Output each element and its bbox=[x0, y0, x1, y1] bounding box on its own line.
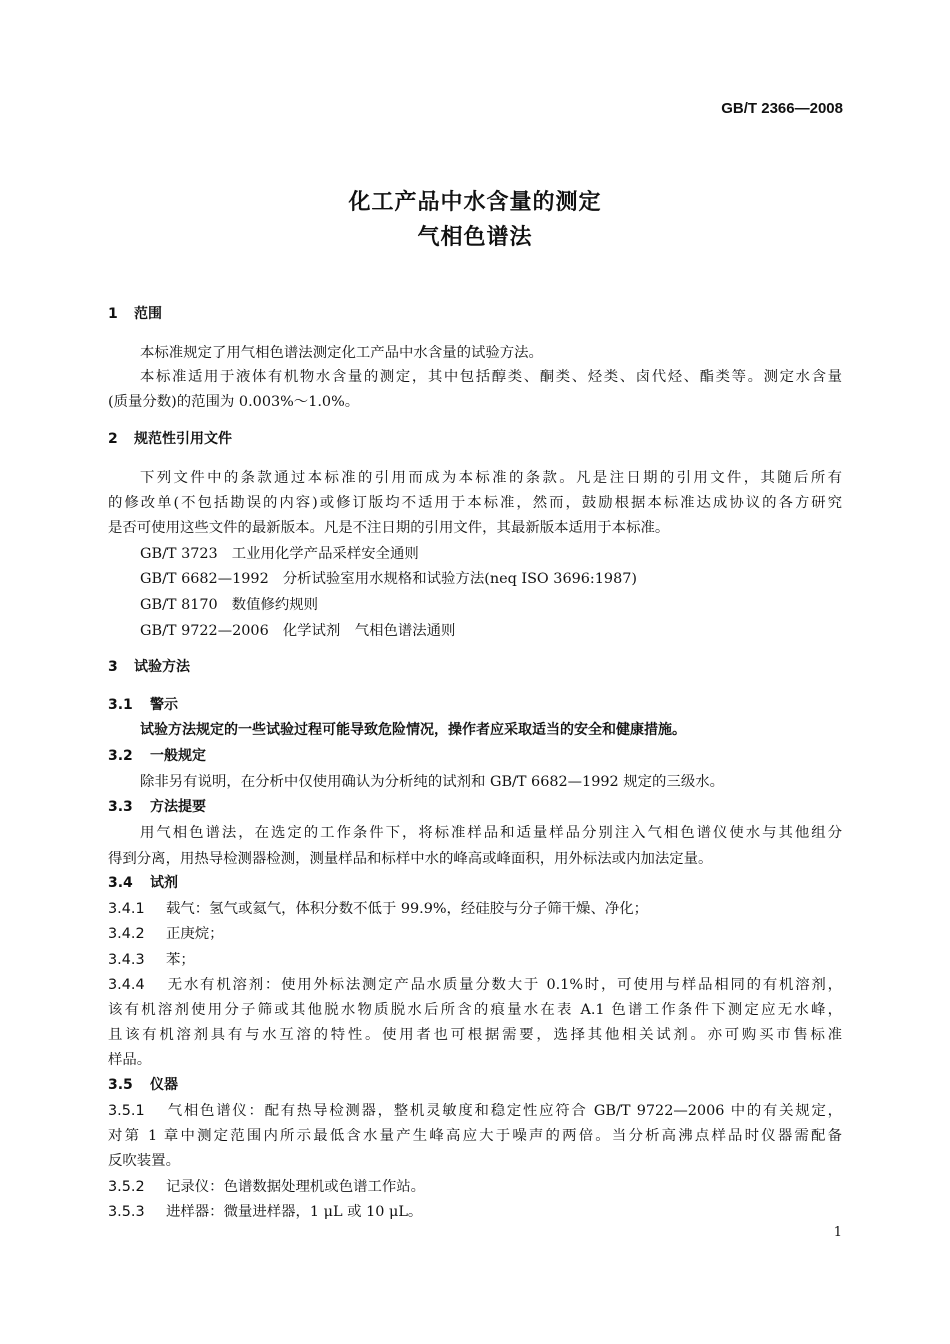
section-number: 3 bbox=[108, 659, 118, 675]
reference-title: 化学试剂 气相色谱法通则 bbox=[282, 623, 456, 639]
s1-paragraph-1: 本标准规定了用气相色谱法测定化工产品中水含量的试验方法。 bbox=[140, 345, 543, 361]
item-number: 3.5.1 bbox=[108, 1103, 145, 1119]
section-2-heading bbox=[108, 428, 232, 448]
s2-paragraph-line3: 是否可使用这些文件的最新版本。凡是不注日期的引用文件，其最新版本适用于本标准。 bbox=[108, 520, 670, 536]
item-number: 3.5.2 bbox=[108, 1179, 145, 1195]
subsection-title: 试剂 bbox=[150, 875, 178, 891]
subsection-3-5-heading bbox=[108, 1074, 178, 1094]
reagent-item bbox=[108, 897, 648, 918]
section-title: 范围 bbox=[134, 306, 162, 322]
instrument-item-line2: 对第 1 章中测定范围内所示最低含水量产生峰高应大于噪声的两倍。当分析高沸点样品时仪器需配备 bbox=[108, 1128, 842, 1144]
instrument-item bbox=[108, 1099, 842, 1120]
reagent-item bbox=[108, 922, 224, 943]
reagent-item-line3: 且该有机溶剂具有与水互溶的特性。使用者也可根据需要，选择其他相关试剂。亦可购买市售标准 bbox=[108, 1027, 842, 1043]
reagent-item-line4: 样品。 bbox=[108, 1052, 152, 1068]
reference-title: 数值修约规则 bbox=[231, 597, 319, 613]
reference-title: 工业用化学产品采样安全通则 bbox=[231, 546, 419, 562]
subsection-title: 一般规定 bbox=[150, 748, 206, 764]
section-3-heading bbox=[108, 656, 190, 676]
subsection-title: 方法提要 bbox=[150, 799, 206, 815]
reagent-item bbox=[108, 948, 195, 969]
item-number: 3.4.2 bbox=[108, 926, 145, 942]
reference-item bbox=[140, 542, 419, 563]
subsection-number: 3.4 bbox=[108, 875, 133, 891]
warning-text: 试验方法规定的一些试验过程可能导致危险情况，操作者应采取适当的安全和健康措施。 bbox=[140, 722, 686, 738]
reference-item bbox=[140, 567, 637, 588]
reference-item bbox=[140, 619, 455, 640]
subsection-number: 3.3 bbox=[108, 799, 133, 815]
item-text: 载气：氢气或氦气，体积分数不低于 99.9%，经硅胶与分子筛干燥、净化； bbox=[166, 901, 649, 917]
item-text: 进样器：微量进样器，1 μL 或 10 μL。 bbox=[166, 1204, 423, 1220]
reference-code: GB/T 6682—1992 bbox=[140, 571, 269, 587]
subsection-3-2-heading bbox=[108, 745, 206, 765]
item-number: 3.5.3 bbox=[108, 1204, 145, 1220]
reagent-item-line2: 该有机溶剂使用分子筛或其他脱水物质脱水后所含的痕量水在表 A.1 色谱工作条件下测定应无水峰， bbox=[108, 1002, 842, 1018]
method-summary-line1: 用气相色谱法，在选定的工作条件下，将标准样品和适量样品分别注入气相色谱仪使水与其他组分 bbox=[140, 825, 842, 841]
item-text: 气相色谱仪：配有热导检测器，整机灵敏度和稳定性应符合 GB/T 9722—2006 中的有关规定， bbox=[166, 1103, 842, 1119]
method-summary-line2: 得到分离，用热导检测器检测，测量样品和标样中水的峰高或峰面积，用外标法或内加法定量。 bbox=[108, 851, 713, 867]
reference-code: GB/T 8170 bbox=[140, 597, 218, 613]
subsection-number: 3.2 bbox=[108, 748, 133, 764]
item-text: 苯； bbox=[166, 952, 195, 968]
page-number: 1 bbox=[833, 1225, 842, 1240]
instrument-item-line3: 反吹装置。 bbox=[108, 1153, 180, 1169]
s1-paragraph-2-line1: 本标准适用于液体有机物水含量的测定，其中包括醇类、酮类、烃类、卤代烃、酯类等。测定水含量 bbox=[140, 369, 842, 385]
subsection-number: 3.1 bbox=[108, 697, 133, 713]
item-number: 3.4.4 bbox=[108, 977, 145, 993]
item-number: 3.4.1 bbox=[108, 901, 145, 917]
section-1-heading bbox=[108, 303, 162, 323]
reference-item bbox=[140, 593, 318, 614]
subsection-3-4-heading bbox=[108, 872, 178, 892]
section-number: 2 bbox=[108, 431, 118, 447]
item-number: 3.4.3 bbox=[108, 952, 145, 968]
s2-paragraph-line1: 下列文件中的条款通过本标准的引用而成为本标准的条款。凡是注日期的引用文件，其随后所有 bbox=[140, 470, 842, 486]
section-title: 试验方法 bbox=[134, 659, 190, 675]
subsection-3-1-heading bbox=[108, 694, 178, 714]
document-title-line2: 气相色谱法 bbox=[417, 225, 533, 250]
subsection-title: 警示 bbox=[150, 697, 178, 713]
reference-title: 分析试验室用水规格和试验方法(neq ISO 3696:1987) bbox=[282, 571, 638, 587]
general-rules-text: 除非另有说明，在分析中仅使用确认为分析纯的试剂和 GB/T 6682—1992 规定的三级水。 bbox=[140, 774, 724, 790]
reagent-item bbox=[108, 973, 842, 994]
subsection-3-3-heading bbox=[108, 796, 206, 816]
reference-code: GB/T 9722—2006 bbox=[140, 623, 269, 639]
section-number: 1 bbox=[108, 306, 118, 322]
instrument-item bbox=[108, 1175, 425, 1196]
subsection-number: 3.5 bbox=[108, 1077, 133, 1093]
reference-code: GB/T 3723 bbox=[140, 546, 218, 562]
s2-paragraph-line2: 的修改单(不包括勘误的内容)或修订版均不适用于本标准，然而，鼓励根据本标准达成协议的各方研究 bbox=[108, 495, 842, 511]
item-text: 正庚烷； bbox=[166, 926, 224, 942]
item-text: 记录仪：色谱数据处理机或色谱工作站。 bbox=[166, 1179, 426, 1195]
document-title-line1: 化工产品中水含量的测定 bbox=[348, 190, 602, 215]
item-text: 无水有机溶剂：使用外标法测定产品水质量分数大于 0.1%时，可使用与样品相同的有机溶剂， bbox=[166, 977, 842, 993]
section-title: 规范性引用文件 bbox=[134, 431, 232, 447]
instrument-item bbox=[108, 1200, 422, 1221]
standard-code: GB/T 2366—2008 bbox=[721, 100, 843, 117]
subsection-title: 仪器 bbox=[150, 1077, 178, 1093]
s1-paragraph-2-line2: (质量分数)的范围为 0.003%～1.0%。 bbox=[108, 394, 360, 410]
